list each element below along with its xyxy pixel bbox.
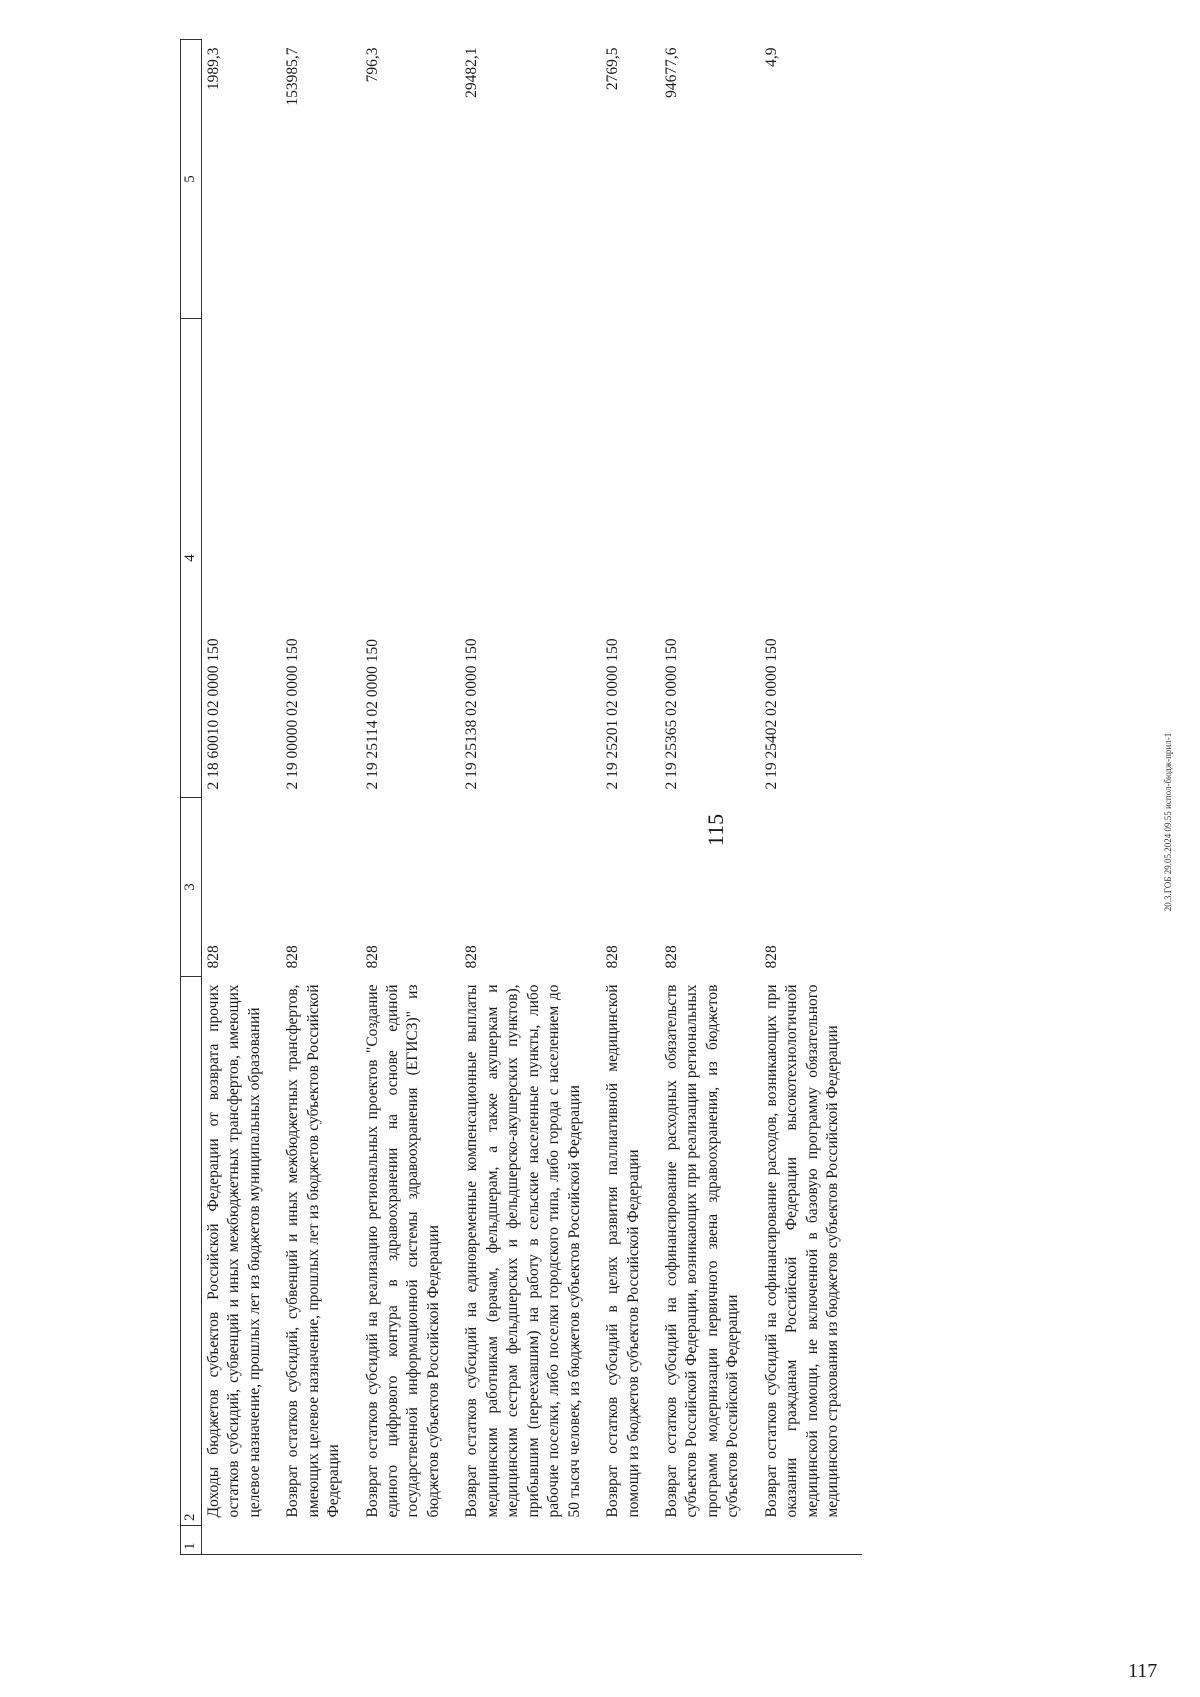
table-row (762, 40, 862, 1555)
table-row (662, 40, 762, 1555)
table-row (363, 40, 463, 1555)
row-budget-code: 2 19 25138 02 0000 150 (463, 638, 481, 790)
row-admin-code: 828 (463, 945, 481, 969)
row-amount: 1989,3 (204, 47, 222, 91)
row-amount: 796,3 (363, 47, 381, 83)
row-budget-code: 2 19 00000 02 0000 150 (284, 638, 302, 790)
row-marker (662, 1526, 762, 1555)
table-row (462, 40, 603, 1555)
row-admin-code: 828 (662, 945, 680, 969)
row-admin-code: 828 (762, 945, 780, 969)
row-amount: 2769,5 (604, 47, 622, 91)
table-row (201, 40, 283, 1555)
table-row (603, 40, 662, 1555)
row-description: Возврат остатков субсидий на единовременные компенсационные выплаты медицинским работникам (врачам, фельдшерам, а также акушеркам и медицинским сестрам фельдшерских и фельдшерско-акушерских пунктов), прибывшим (переехавшим) на работу в сельские населенные пункты, либо рабочие поселки, либо поселки городского типа, либо города с населением до 50 тысяч человек, из бюджетов субъектов Российской Федерации (463, 984, 583, 1518)
footer-page-number: 117 (1128, 1660, 1158, 1682)
row-budget-code: 2 19 25114 02 0000 150 (363, 638, 381, 790)
row-budget-code: 2 19 25402 02 0000 150 (762, 638, 780, 790)
row-marker (462, 1526, 603, 1555)
row-admin-code: 828 (204, 945, 222, 969)
row-amount: 29482,1 (463, 47, 481, 98)
row-admin-code: 828 (363, 945, 381, 969)
header-col-4: 4 (181, 319, 202, 798)
row-marker (201, 1526, 283, 1555)
row-description: Возврат остатков субсидий в целях развития паллиативной медицинской помощи из бюджетов субъектов Российской Федерации (604, 984, 642, 1518)
row-budget-code: 2 19 25201 02 0000 150 (604, 638, 622, 790)
row-description: Возврат остатков субсидий на софинансирование расходных обязательств субъектов Российской Федерации, возникающих при реализации региональных программ модернизации первичного звена здравоохранения, из бюджетов субъектов Российской Федерации (662, 984, 742, 1518)
row-description: Доходы бюджетов субъектов Российской Федерации от возврата прочих остатков субсидий, субвенций и иных межбюджетных трансфертов, имеющих целевое назначение, прошлых лет из бюджетов муниципальных образований (204, 984, 263, 1518)
header-col-1: 1 (181, 1526, 202, 1555)
revenue-table (180, 39, 862, 1555)
row-description: Возврат остатков субсидий на софинансирование расходов, возникающих при оказании гражданам Российской Федерации высокотехнологичной медицинской помощи, не включенной в базовую программу обязательного медицинского страхования из бюджетов субъектов Российской Федерации (762, 984, 842, 1518)
row-admin-code: 828 (604, 945, 622, 969)
row-description: Возврат остатков субсидий на реализацию региональных проектов "Создание единого цифрового контура в здравоохранении на основе единой государственной информационной системы здравоохранения (ЕГИСЗ)" из бюджетов субъектов Российской Федерации (363, 984, 442, 1518)
row-marker (283, 1526, 362, 1555)
row-marker (603, 1526, 662, 1555)
header-col-5: 5 (181, 40, 202, 319)
row-description: Возврат остатков субсидий, субвенций и иных межбюджетных трансфертов, имеющих целевое назначение, прошлых лет из бюджетов субъектов Российской Федерации (284, 984, 343, 1518)
row-budget-code: 2 19 25365 02 0000 150 (662, 638, 680, 790)
budget-table (180, 47, 988, 1555)
header-col-2: 2 (181, 977, 202, 1526)
row-amount: 94677,6 (662, 47, 680, 98)
row-marker (762, 1526, 862, 1555)
print-imprint-text: 20.3.ГОБ 29.05.2024 09.55 испол-бюдж-прил-1 (1163, 732, 1173, 912)
table-row (283, 40, 362, 1555)
page-number-text: 115 (703, 813, 728, 847)
row-budget-code: 2 18 60010 02 0000 150 (204, 638, 222, 790)
row-admin-code: 828 (284, 945, 302, 969)
row-amount: 153985,7 (284, 47, 302, 106)
row-amount: 4,9 (762, 47, 780, 67)
row-marker (363, 1526, 463, 1555)
table-header-row (181, 40, 202, 1555)
header-col-3: 3 (181, 798, 202, 977)
